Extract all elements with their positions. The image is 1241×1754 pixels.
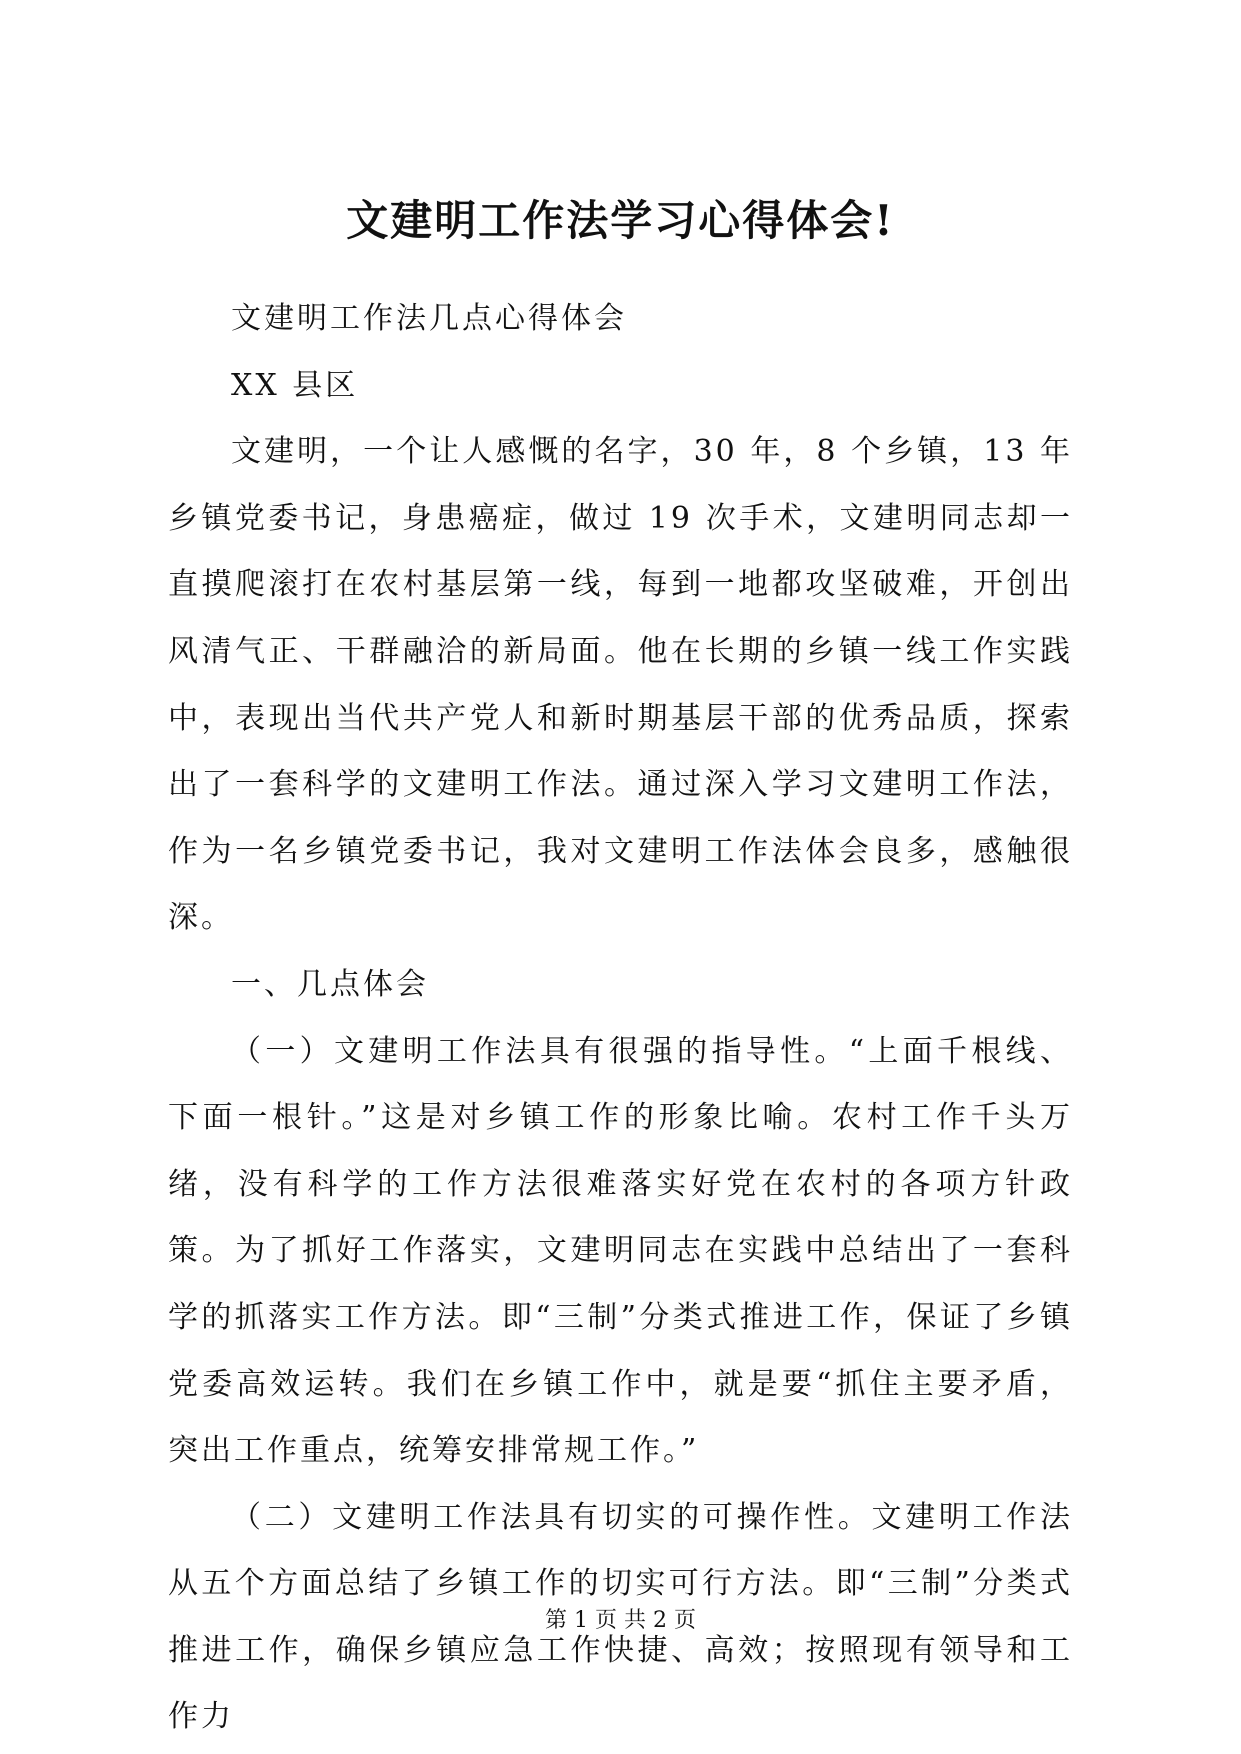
section-heading: 一、几点体会 (231, 966, 429, 1002)
page-number: 第 1 页 共 2 页 (545, 1608, 696, 1633)
author-paragraph: XX 县区 (231, 367, 359, 403)
document-body (168, 286, 1073, 1751)
point-one-paragraph: （一）文建明工作法具有很强的指导性。“上面千根线、下面一根针。”这是对乡镇工作的形象比喻。农村工作千头万绪，没有科学的工作方法很难落实好党在农村的各项方针政策。为了抓好工作落实，文建明同志在实践中总结出了一套科学的抓落实工作方法。即“三制”分类式推进工作，保证了乡镇党委高效运转。我们在乡镇工作中，就是要“抓住主要矛盾，突出工作重点，统筹安排常规工作。” (168, 1033, 1073, 1469)
point-two-paragraph: （二）文建明工作法具有切实的可操作性。文建明工作法从五个方面总结了乡镇工作的切实可行方法。即“三制”分类式推进工作，确保乡镇应急工作快捷、高效；按照现有领导和工作力 (168, 1499, 1073, 1735)
document-title: 文建明工作法学习心得体会! (346, 196, 895, 245)
subtitle-paragraph: 文建明工作法几点心得体会 (231, 301, 627, 336)
intro-paragraph: 文建明，一个让人感慨的名字，30 年，8 个乡镇，13 年乡镇党委书记，身患癌症，做过 19 次手术，文建明同志却一直摸爬滚打在农村基层第一线，每到一地都攻坚破难，开创出风清气正、干群融洽的新局面。他在长期的乡镇一线工作实践中，表现出当代共产党人和新时期基层干部的优秀品质，探索出了一套科学的文建明工作法。通过深入学习文建明工作法，作为一名乡镇党委书记，我对文建明工作法体会良多，感触很深。 (168, 434, 1073, 936)
